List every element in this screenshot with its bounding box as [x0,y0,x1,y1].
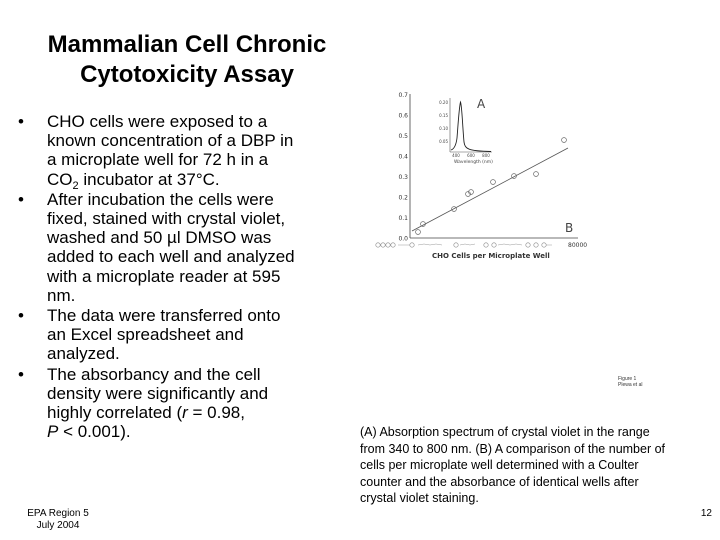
caption-line-2: from 340 to 800 nm. (B) A comparison of the number of [360,441,666,456]
x-tick-scribble [398,244,552,245]
y-tick-label: 0.1 [398,215,408,222]
data-point [562,138,567,143]
x-tick-mark [534,243,538,247]
x-tick-mark [386,243,390,247]
x-axis-label: CHO Cells per Microplate Well [432,252,550,260]
bullet-3-line-2: an Excel spreadsheet and [47,325,244,345]
x-tick-mark [492,243,496,247]
inset-x-tick: 800 [482,153,490,158]
absorbance-figure [368,86,604,262]
co2-text: CO [47,169,73,189]
bullet-item-2 [14,190,344,305]
inset-x-tick: 600 [467,153,475,158]
co2-subscript: 2 [72,179,79,192]
footer-line-2: July 2004 [36,520,80,531]
caption-line-1: (A) Absorption spectrum of crystal violet in the range [360,425,650,439]
x-tick-mark [376,243,380,247]
bullet-2-line-5: with a microplate reader at 595 [47,266,281,286]
bullet-3-line-1: The data were transferred onto [47,306,281,326]
data-point [534,172,539,177]
footer-source [24,508,92,532]
bullet-4-line-2: density were significantly and [47,383,269,403]
slide-number: 12 [700,508,712,519]
p-variable: P [47,422,59,442]
y-tick-label: 0.4 [398,153,408,161]
bullet-2-line-1: After incubation the cells were [47,189,274,209]
caption-line-3: cells per microplate well determined with a Coulter [360,458,639,472]
bullet-4-line-3 [47,403,344,422]
panel-a-label: A [477,97,486,111]
bullet-1-line-2: known concentration of a DBP in [47,131,294,151]
bullet-3-line-3: analyzed. [47,344,120,364]
bullet-item-4 [14,365,344,442]
title-line-1: Mammalian Cell Chronic [47,31,327,58]
bullet-item-1 [14,112,344,192]
y-tick-label: 0.2 [398,194,408,202]
y-tick-label: 0.0 [398,235,408,243]
bullet-marker: • [18,364,24,384]
bullet-marker: • [18,112,24,131]
bullet-list [14,112,344,442]
caption-line-5: crystal violet staining. [360,491,479,505]
bullet-marker: • [18,189,24,209]
x-tick-mark [454,243,458,247]
r-value: = 0.98, [187,403,245,423]
figure-caption [360,424,712,507]
data-point [416,230,421,235]
inset-y-tick: 0.15 [439,113,448,118]
x-tick-mark [526,243,530,247]
x-end-tick: 80000 [568,242,588,249]
inset-x-tick: 400 [452,153,460,158]
bullet-2-line-2: fixed, stained with crystal violet, [47,209,286,229]
inset-y-tick: 0.20 [439,100,448,105]
y-tick-label: 0.5 [398,133,408,140]
x-tick-mark [391,243,395,247]
bullet-1-line-4 [47,169,344,192]
bullet-item-3 [14,306,344,364]
x-tick-mark [542,243,546,247]
r-variable: r [182,403,188,423]
correlation-text: highly correlated ( [47,403,183,423]
y-tick-label: 0.7 [398,92,408,99]
figure-credit-line-2: Plewa et al [618,382,643,388]
bullet-4-line-1: The absorbancy and the cell [47,364,261,384]
footer-line-1: EPA Region 5 [27,508,89,519]
p-value: < 0.001). [58,422,131,442]
spectrum-inset [439,97,493,165]
figure-credit [618,376,642,388]
bullet-1-line-3: a microplate well for 72 h in a [47,150,269,170]
panel-b-label: B [565,221,574,235]
caption-line-4: counter and the absorbance of identical wells after [360,474,639,489]
x-tick-mark [484,243,488,247]
inset-y-tick: 0.10 [439,126,448,131]
title-line-2: Cytotoxicity Assay [80,61,294,88]
bullet-2-line-4: added to each well and analyzed [47,247,295,267]
figure-credit-line-1: Figure 1 [618,376,637,382]
bullet-2-line-6: nm. [47,285,76,305]
y-tick-label: 0.3 [398,174,408,181]
bullet-4-line-4 [47,422,344,441]
bullet-2-line-3: washed and 50 µl DMSO was [47,228,272,248]
x-tick-mark [410,243,414,247]
inset-y-tick: 0.05 [439,139,448,144]
slide-title [14,30,360,90]
bullet-1-line-1: CHO cells were exposed to a [47,112,268,131]
incubator-text: incubator at 37°C. [78,169,220,189]
inset-x-label: Wavelength (nm) [454,160,493,165]
x-tick-mark [381,243,385,247]
data-point [491,180,496,185]
y-tick-label: 0.6 [398,112,408,120]
bullet-marker: • [18,306,24,326]
